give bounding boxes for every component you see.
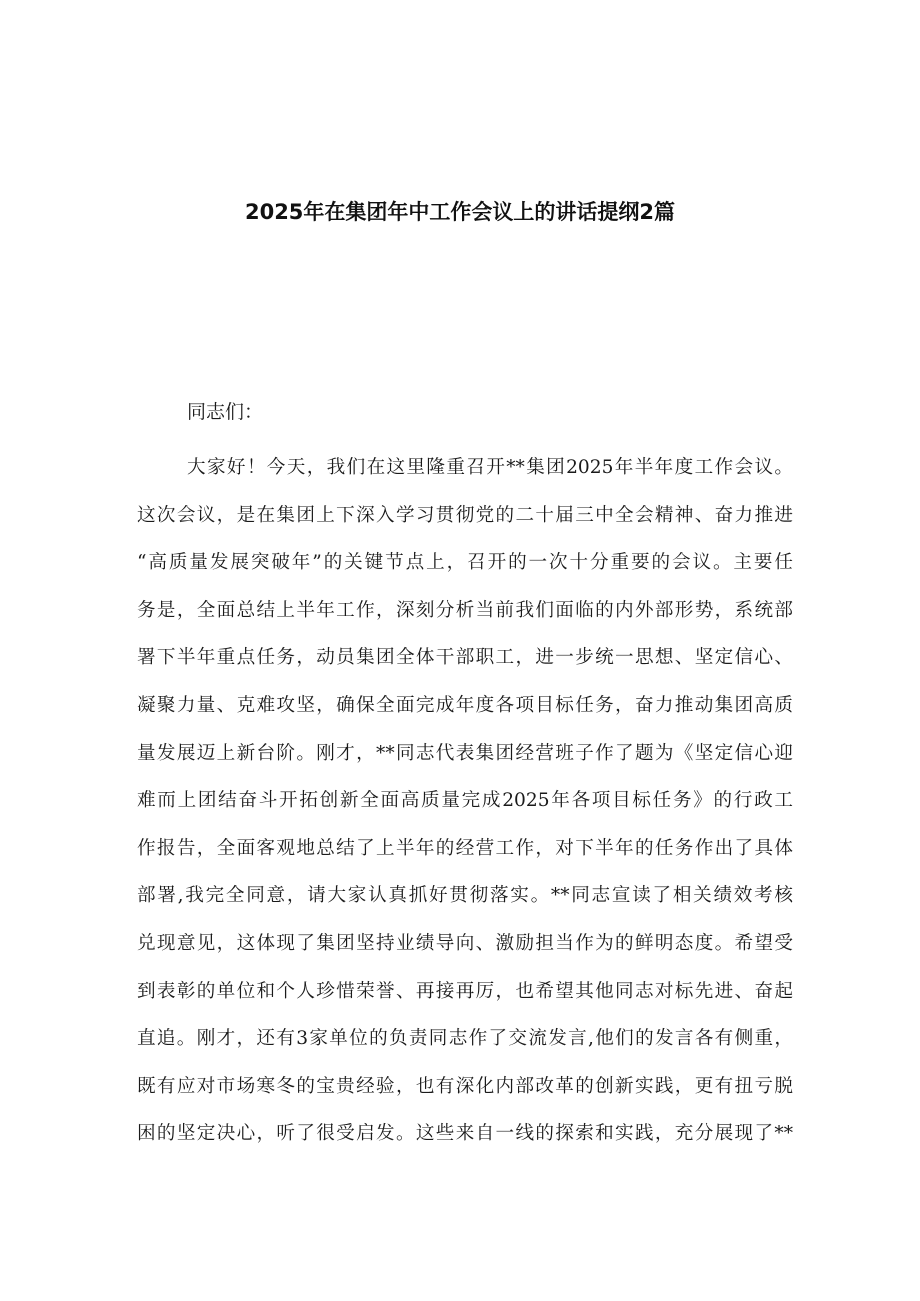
paragraph-line: 大家好！今天，我们在这里隆重召开**集团2025年半年度工作会议。 — [187, 457, 793, 478]
paragraph-line: 既有应对市场寒冬的宝贵经验，也有深化内部改革的创新实践，更有扭亏脱 — [137, 1075, 793, 1097]
paragraph-line: 兑现意见，这体现了集团坚持业绩导向、激励担当作为的鲜明态度。希望受 — [137, 932, 793, 954]
paragraph-line: 这次会议，是在集团上下深入学习贯彻党的二十届三中全会精神、奋力推进 — [137, 504, 793, 526]
paragraph-line: 量发展迈上新台阶。刚才，**同志代表集团经营班子作了题为《坚定信心迎 — [137, 742, 793, 764]
salutation: 同志们： — [187, 401, 264, 423]
paragraph-line: 困的坚定决心，听了很受启发。这些来自一线的探索和实践，充分展现了** — [137, 1123, 793, 1145]
paragraph-line: 部署,我完全同意，请大家认真抓好贯彻落实。**同志宣读了相关绩效考核 — [137, 885, 793, 907]
paragraph-line: 作报告，全面客观地总结了上半年的经营工作，对下半年的任务作出了具体 — [137, 837, 793, 859]
body-paragraph — [137, 458, 797, 1172]
document-title: 2025年在集团年中工作会议上的讲话提纲2篇 — [244, 200, 676, 224]
paragraph-line: 难而上团结奋斗开拓创新全面高质量完成2025年各项目标任务》的行政工 — [137, 790, 793, 812]
paragraph-line: 务是，全面总结上半年工作，深刻分析当前我们面临的内外部形势，系统部 — [137, 599, 793, 621]
paragraph-line: “高质量发展突破年”的关键节点上，召开的一次十分重要的会议。主要任 — [137, 552, 793, 574]
paragraph-line: 署下半年重点任务，动员集团全体干部职工，进一步统一思想、坚定信心、 — [137, 647, 793, 669]
paragraph-line: 凝聚力量、克难攻坚，确保全面完成年度各项目标任务，奋力推动集团高质 — [137, 694, 793, 716]
paragraph-line: 到表彰的单位和个人珍惜荣誉、再接再厉，也希望其他同志对标先进、奋起 — [137, 980, 793, 1002]
paragraph-line: 直追。刚才，还有3家单位的负责同志作了交流发言,他们的发言各有侧重， — [137, 1028, 793, 1050]
